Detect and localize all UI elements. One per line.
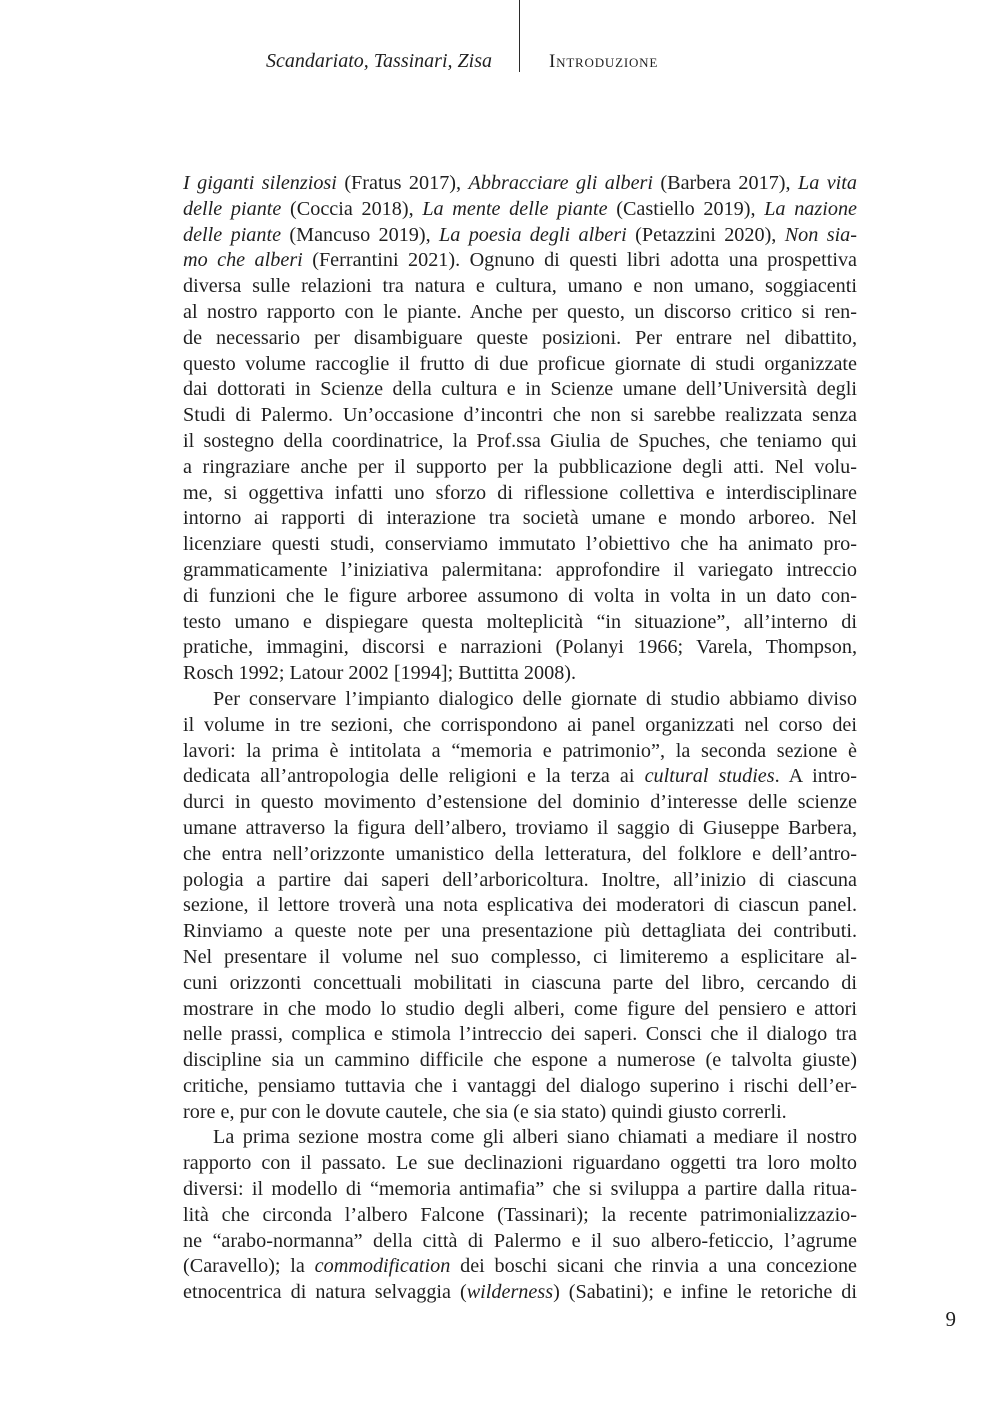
text-line: diversi: il modello di “memoria antimafia” che si sviluppa a partire dalla ritua-: [183, 1178, 857, 1201]
text-line: testo umano e dispiegare questa molteplicità “in situazione”, all’interno di: [183, 610, 857, 633]
text-line: Nel presentare il volume nel suo complesso, ci limiteremo a esplicitare al-: [183, 945, 857, 968]
text-line: I giganti silenziosi (Fratus 2017), Abbracciare gli alberi (Barbera 2017), La vita: [183, 172, 857, 194]
text-line: dedicata all’antropologia delle religioni e la terza ai cultural studies. A intro-: [183, 765, 857, 788]
running-head-divider: [519, 0, 520, 72]
text-line: licenziare questi studi, conserviamo immutato l’obiettivo che ha animato pro-: [183, 533, 857, 556]
running-head: [0, 0, 1004, 80]
text-line: lavori: la prima è intitolata a “memoria e patrimonio”, la seconda sezione è: [183, 739, 857, 762]
text-line: Studi di Palermo. Un’occasione d’incontri che non si sarebbe realizzata senza: [183, 404, 857, 427]
text-line: sezione, il lettore troverà una nota esplicativa dei moderatori di ciascun panel.: [183, 894, 857, 917]
text-line: nelle prassi, complica e stimola l’intreccio dei saperi. Consci che il dialogo tra: [183, 1023, 857, 1046]
running-head-authors: Scandariato, Tassinari, Zisa: [266, 50, 492, 72]
text-line: rore e, pur con le dovute cautele, che sia (e sia stato) quindi giusto correrli.: [183, 1100, 787, 1123]
text-line: mo che alberi (Ferrantini 2021). Ognuno di questi libri adotta una prospettiva: [183, 249, 857, 272]
text-line: umane attraverso la figura dell’albero, troviamo il saggio di Giuseppe Barbera,: [183, 816, 857, 839]
text-line: ne “arabo-normanna” della città di Palermo e il suo albero-feticcio, l’agrume: [183, 1229, 857, 1252]
text-line: (Caravello); la commodification dei boschi sicani che rinvia a una concezione: [183, 1255, 857, 1278]
text-line: Rinviamo a queste note per una presentazione più dettagliata dei contributi.: [183, 920, 857, 943]
text-line: questo volume raccoglie il frutto di due proficue giornate di studi organizzate: [183, 352, 857, 375]
text-line: il sostegno della coordinatrice, la Prof.ssa Giulia de Spuches, che teniamo qui: [183, 429, 857, 452]
text-line: intorno ai rapporti di interazione tra società umane e mondo arboreo. Nel: [183, 507, 857, 530]
text-line: me, si oggettiva infatti uno sforzo di riflessione collettiva e interdisciplinare: [183, 481, 857, 504]
text-line: Per conservare l’impianto dialogico delle giornate di studio abbiamo diviso: [213, 687, 857, 710]
text-line: delle piante (Coccia 2018), La mente delle piante (Castiello 2019), La nazione: [183, 197, 857, 220]
text-line: che entra nell’orizzonte umanistico della letteratura, del folklore e dell’antro-: [183, 842, 857, 865]
body-text: [183, 171, 857, 1306]
text-line: etnocentrica di natura selvaggia (wilderness) (Sabatini); e infine le retoriche di: [183, 1281, 857, 1304]
text-line: delle piante (Mancuso 2019), La poesia degli alberi (Petazzini 2020), Non sia-: [183, 223, 858, 246]
text-line: cuni orizzonti concettuali mobilitati in ciascuna parte del libro, cercando di: [183, 971, 857, 994]
text-line: durci in questo movimento d’estensione del dominio d’interesse delle scienze: [183, 791, 857, 814]
text-line: dai dottorati in Scienze della cultura e in Scienze umane dell’Università degli: [183, 378, 857, 401]
text-line: lità che circonda l’albero Falcone (Tassinari); la recente patrimonializzazio-: [183, 1203, 857, 1226]
text-line: a ringraziare anche per il supporto per la pubblicazione degli atti. Nel volu-: [183, 455, 857, 478]
text-line: de necessario per disambiguare queste posizioni. Per entrare nel dibattito,: [183, 326, 857, 349]
text-line: pologia a partire dai saperi dell’arboricoltura. Inoltre, all’inizio di ciascuna: [183, 868, 857, 891]
running-head-section-title: Introduzione: [549, 51, 659, 72]
text-line: di funzioni che le figure arboree assumono di volta in volta in un dato con-: [183, 584, 857, 607]
text-line: Rosch 1992; Latour 2002 [1994]; Buttitta 2008).: [183, 662, 577, 685]
text-line: grammaticamente l’iniziativa palermitana: approfondire il variegato intreccio: [183, 558, 857, 581]
text-line: mostrare in che modo lo studio degli alberi, come figure del pensiero e attori: [183, 997, 857, 1020]
text-line: La prima sezione mostra come gli alberi siano chiamati a mediare il nostro: [213, 1126, 857, 1149]
text-line: il volume in tre sezioni, che corrispondono ai panel organizzati nel corso dei: [183, 713, 857, 736]
text-line: al nostro rapporto con le piante. Anche per questo, un discorso critico si ren-: [183, 300, 857, 323]
text-line: diversa sulle relazioni tra natura e cultura, umano e non umano, soggiacenti: [183, 275, 857, 298]
text-line: critiche, pensiamo tuttavia che i vantaggi del dialogo superino i rischi dell’er-: [183, 1074, 857, 1097]
text-line: rapporto con il passato. Le sue declinazioni riguardano oggetti tra loro molto: [183, 1152, 857, 1175]
text-line: discipline sia un cammino difficile che espone a numerose (e talvolta giuste): [183, 1049, 857, 1072]
text-line: pratiche, immagini, discorsi e narrazioni (Polanyi 1966; Varela, Thompson,: [183, 636, 857, 659]
page-number: 9: [945, 1307, 956, 1331]
